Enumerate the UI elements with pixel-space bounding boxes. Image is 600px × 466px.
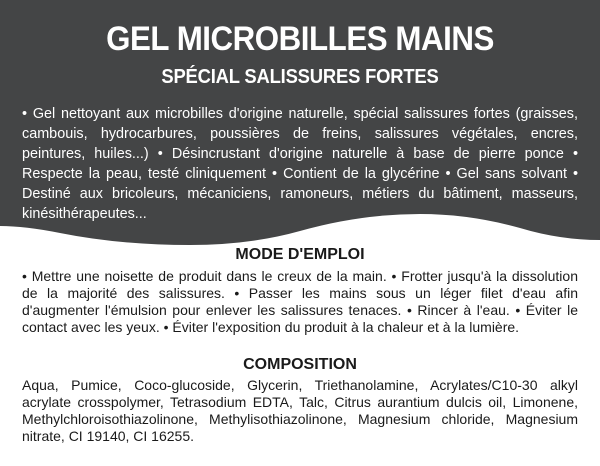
mode-emploi-heading: MODE D'EMPLOI (235, 246, 365, 263)
product-title: GEL MICROBILLES MAINS (106, 20, 494, 58)
composition-text: Aqua, Pumice, Coco-glucoside, Glycerin, Triethanolamine, Acrylates/C10-30 alkyl acrylate crosspolymer, Tetrasodium EDTA, Talc, Citrus aurantium dulcis oil, Limonene, Methylchloroisothiazolinone, Methylisothiazolinone, Magnesium chloride, Magnesium nitrate, CI 19140, CI 16255. (22, 377, 578, 444)
composition-heading: COMPOSITION (243, 356, 357, 373)
mode-emploi-text: • Mettre une noisette de produit dans le creux de la main. • Frotter jusqu'à la dissolution de la majorité des salissures. • Passer les mains sous un léger filet d'eau afin d'augmenter l'émulsion pour enlever les salissures tenaces. • Rincer à l'eau. • Éviter le contact avec les yeux. • Éviter l'exposition du produit à la chaleur et à la lumière. (22, 268, 578, 335)
product-description: • Gel nettoyant aux microbilles d'origine naturelle, spécial salissures fortes (graisses, cambouis, hydrocarbures, poussières de freins, salissures végétales, encres, peintures, huiles...) • Désincrustant d'origine naturelle à base de pierre ponce • Respecte la peau, testé cliniquement • Contient de la glycérine • Gel sans solvant • Destiné aux bricoleurs, mécaniciens, ramoneurs, métiers du bâtiment, masseurs, kinésithérapeutes... (22, 106, 578, 222)
product-subtitle: SPÉCIAL SALISSURES FORTES (161, 66, 439, 88)
